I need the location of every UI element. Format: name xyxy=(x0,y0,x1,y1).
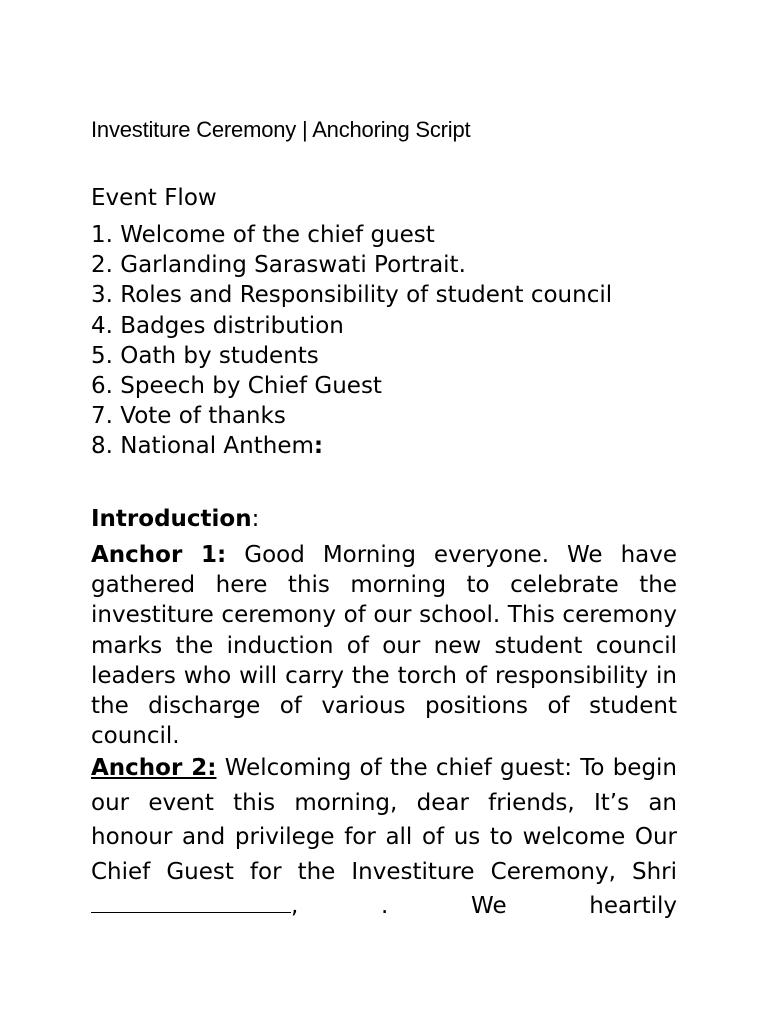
event-flow-list xyxy=(91,220,612,462)
introduction-heading-text: Introduction xyxy=(91,506,252,532)
anchor1-paragraph xyxy=(91,540,677,751)
event-flow-item-last xyxy=(91,431,612,461)
anchor2-label: Anchor 2: xyxy=(91,755,217,781)
event-flow-heading: Event Flow xyxy=(91,185,217,211)
anchor1-label: Anchor 1: xyxy=(91,542,227,568)
anchor2-text: Welcoming of the chief guest: To begin our event this morning, dear friends, It’s an honour and privilege for all of us to welcome Our Chief Guest for the Investiture Ceremony, Shri xyxy=(91,755,678,885)
event-flow-item: 7. Vote of thanks xyxy=(91,403,286,430)
event-flow-item: 3. Roles and Responsibility of student council xyxy=(91,282,613,309)
introduction-heading xyxy=(91,506,259,532)
anchor2-paragraph xyxy=(91,751,677,924)
event-flow-item: 4. Badges distribution xyxy=(91,312,344,339)
anchor1-text: Good Morning everyone. We have gathered here this morning to celebrate the investiture ceremony of our school. This ceremony marks the induction of our new student council leaders who will carry the torch of responsibility in the discharge of various positions of student council. xyxy=(91,542,677,750)
document-title: Investiture Ceremony | Anchoring Script xyxy=(91,117,471,142)
event-flow-item: 5. Oath by students xyxy=(91,342,319,369)
name-blank-line xyxy=(91,890,291,913)
anchor2-text-after: , . We heartily xyxy=(291,893,677,919)
introduction-heading-colon: : xyxy=(251,506,260,532)
event-flow-item-text: 8. National Anthem xyxy=(91,433,314,460)
event-flow-item: 1. Welcome of the chief guest xyxy=(91,222,435,248)
event-flow-item: 2. Garlanding Saraswati Portrait. xyxy=(91,252,466,279)
event-flow-item-colon: : xyxy=(313,433,324,460)
event-flow-item: 6. Speech by Chief Guest xyxy=(91,373,382,400)
